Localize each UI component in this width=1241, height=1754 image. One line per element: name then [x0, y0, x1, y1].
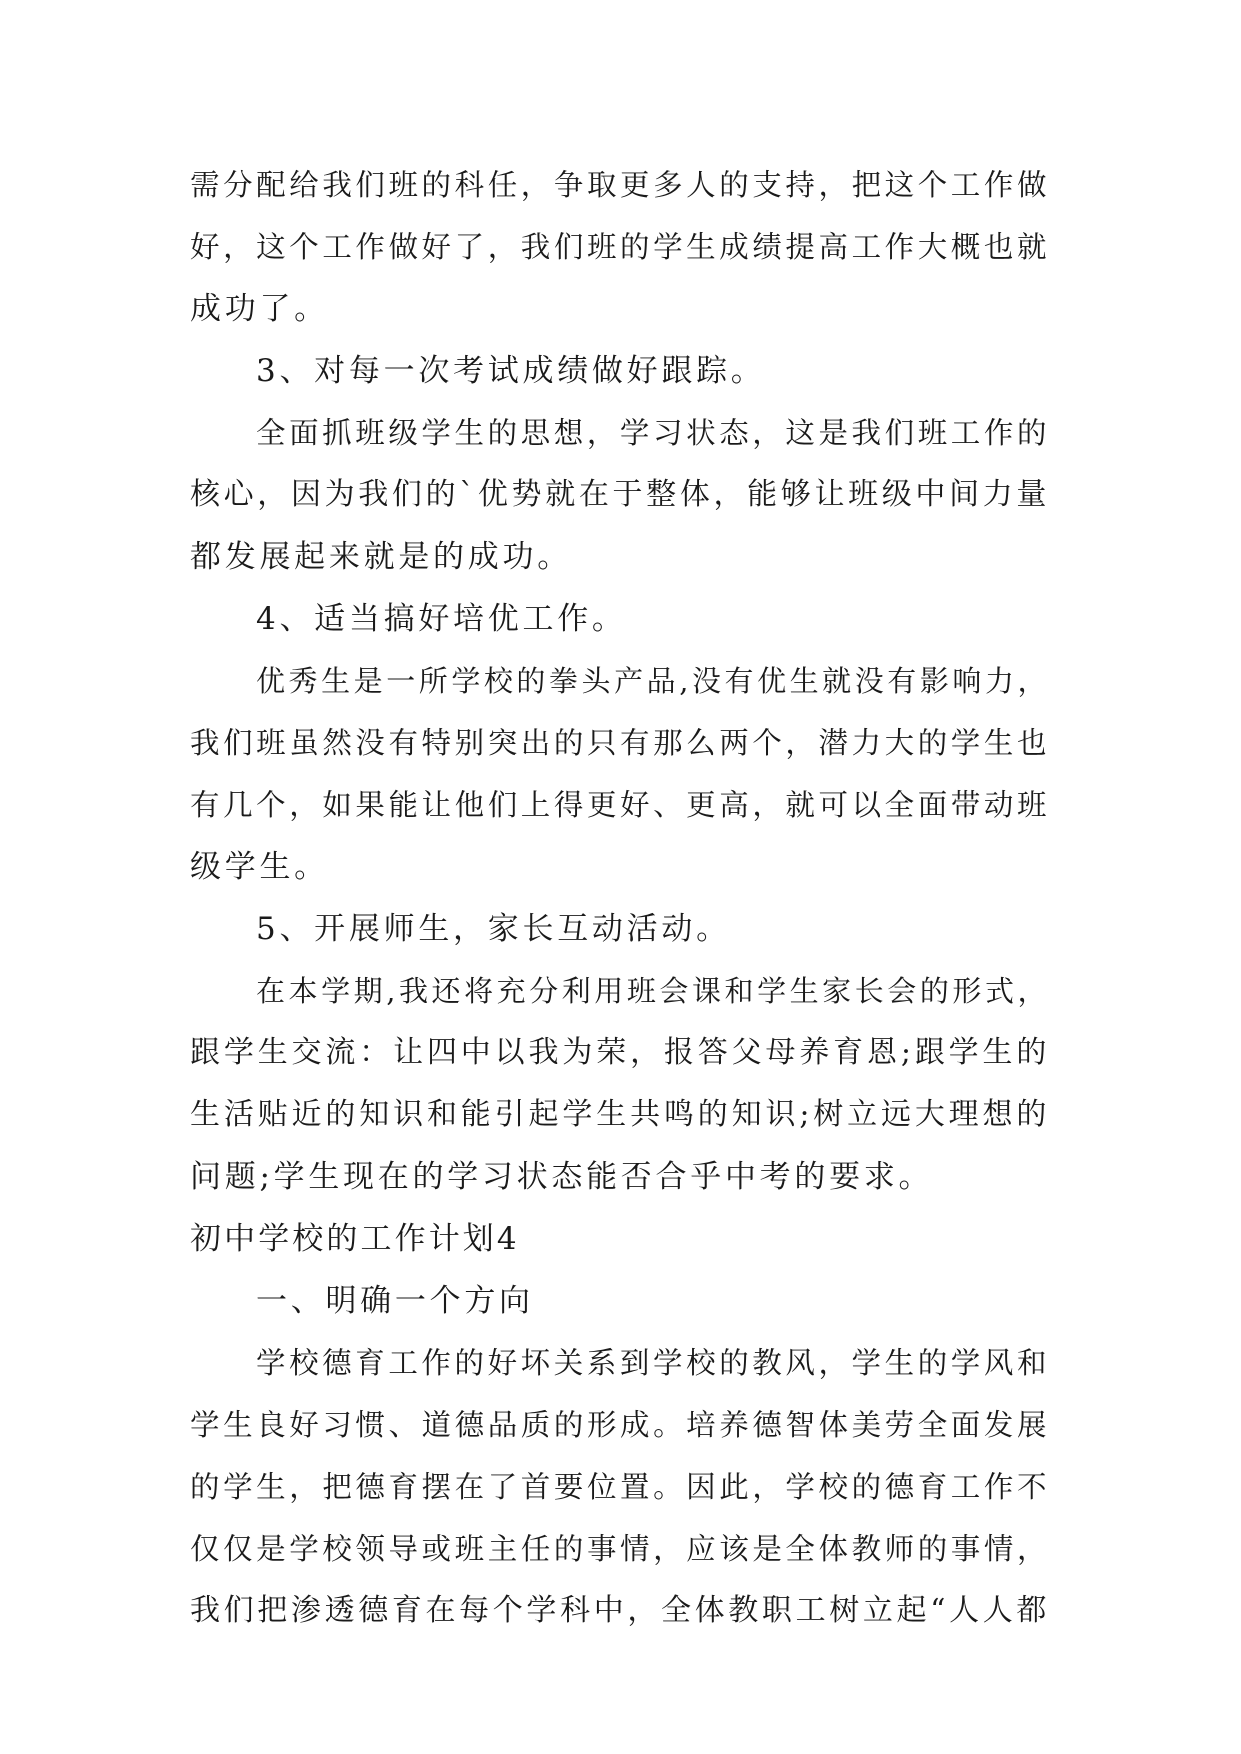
text-line: 有几个，如果能让他们上得更好、更高，就可以全面带动班 [190, 788, 1050, 822]
text-line: 4、适当搞好培优工作。 [256, 601, 627, 637]
section-heading: 初中学校的工作计划4 [190, 1221, 520, 1257]
text-line: 学生良好习惯、道德品质的形成。培养德智体美劳全面发展 [190, 1408, 1050, 1442]
text-line: 问题;学生现在的学习状态能否合乎中考的要求。 [190, 1159, 934, 1195]
text-line: 生活贴近的知识和能引起学生共鸣的知识;树立远大理想的 [190, 1097, 1050, 1132]
text-line: 核心，因为我们的`优势就在于整体，能够让班级中间力量 [190, 477, 1050, 512]
text-line: 全面抓班级学生的思想，学习状态，这是我们班工作的 [256, 416, 1050, 450]
text-line: 5、开展师生，家长互动活动。 [256, 911, 731, 947]
text-line: 一、明确一个方向 [256, 1283, 534, 1319]
text-line: 跟学生交流：让四中以我为荣，报答父母养育恩;跟学生的 [190, 1035, 1050, 1070]
text-line: 级学生。 [190, 849, 329, 885]
text-line: 我们把渗透德育在每个学科中，全体教职工树立起“人人都 [190, 1593, 1050, 1628]
document-body [190, 154, 1050, 1642]
text-line: 需分配给我们班的科任，争取更多人的支持，把这个工作做 [190, 168, 1050, 202]
text-line: 好，这个工作做好了，我们班的学生成绩提高工作大概也就 [190, 230, 1050, 264]
text-line: 成功了。 [190, 291, 329, 327]
text-line: 优秀生是一所学校的拳头产品,没有优生就没有影响力， [256, 664, 1050, 698]
text-line: 都发展起来就是的成功。 [190, 539, 572, 575]
text-line: 在本学期,我还将充分利用班会课和学生家长会的形式， [256, 974, 1050, 1008]
text-line: 的学生，把德育摆在了首要位置。因此，学校的德育工作不 [190, 1470, 1050, 1504]
text-line: 仅仅是学校领导或班主任的事情，应该是全体教师的事情， [190, 1532, 1050, 1566]
text-line: 我们班虽然没有特别突出的只有那么两个，潜力大的学生也 [190, 726, 1050, 760]
text-line: 学校德育工作的好坏关系到学校的教风，学生的学风和 [256, 1346, 1050, 1380]
text-line: 3、对每一次考试成绩做好跟踪。 [256, 353, 766, 389]
